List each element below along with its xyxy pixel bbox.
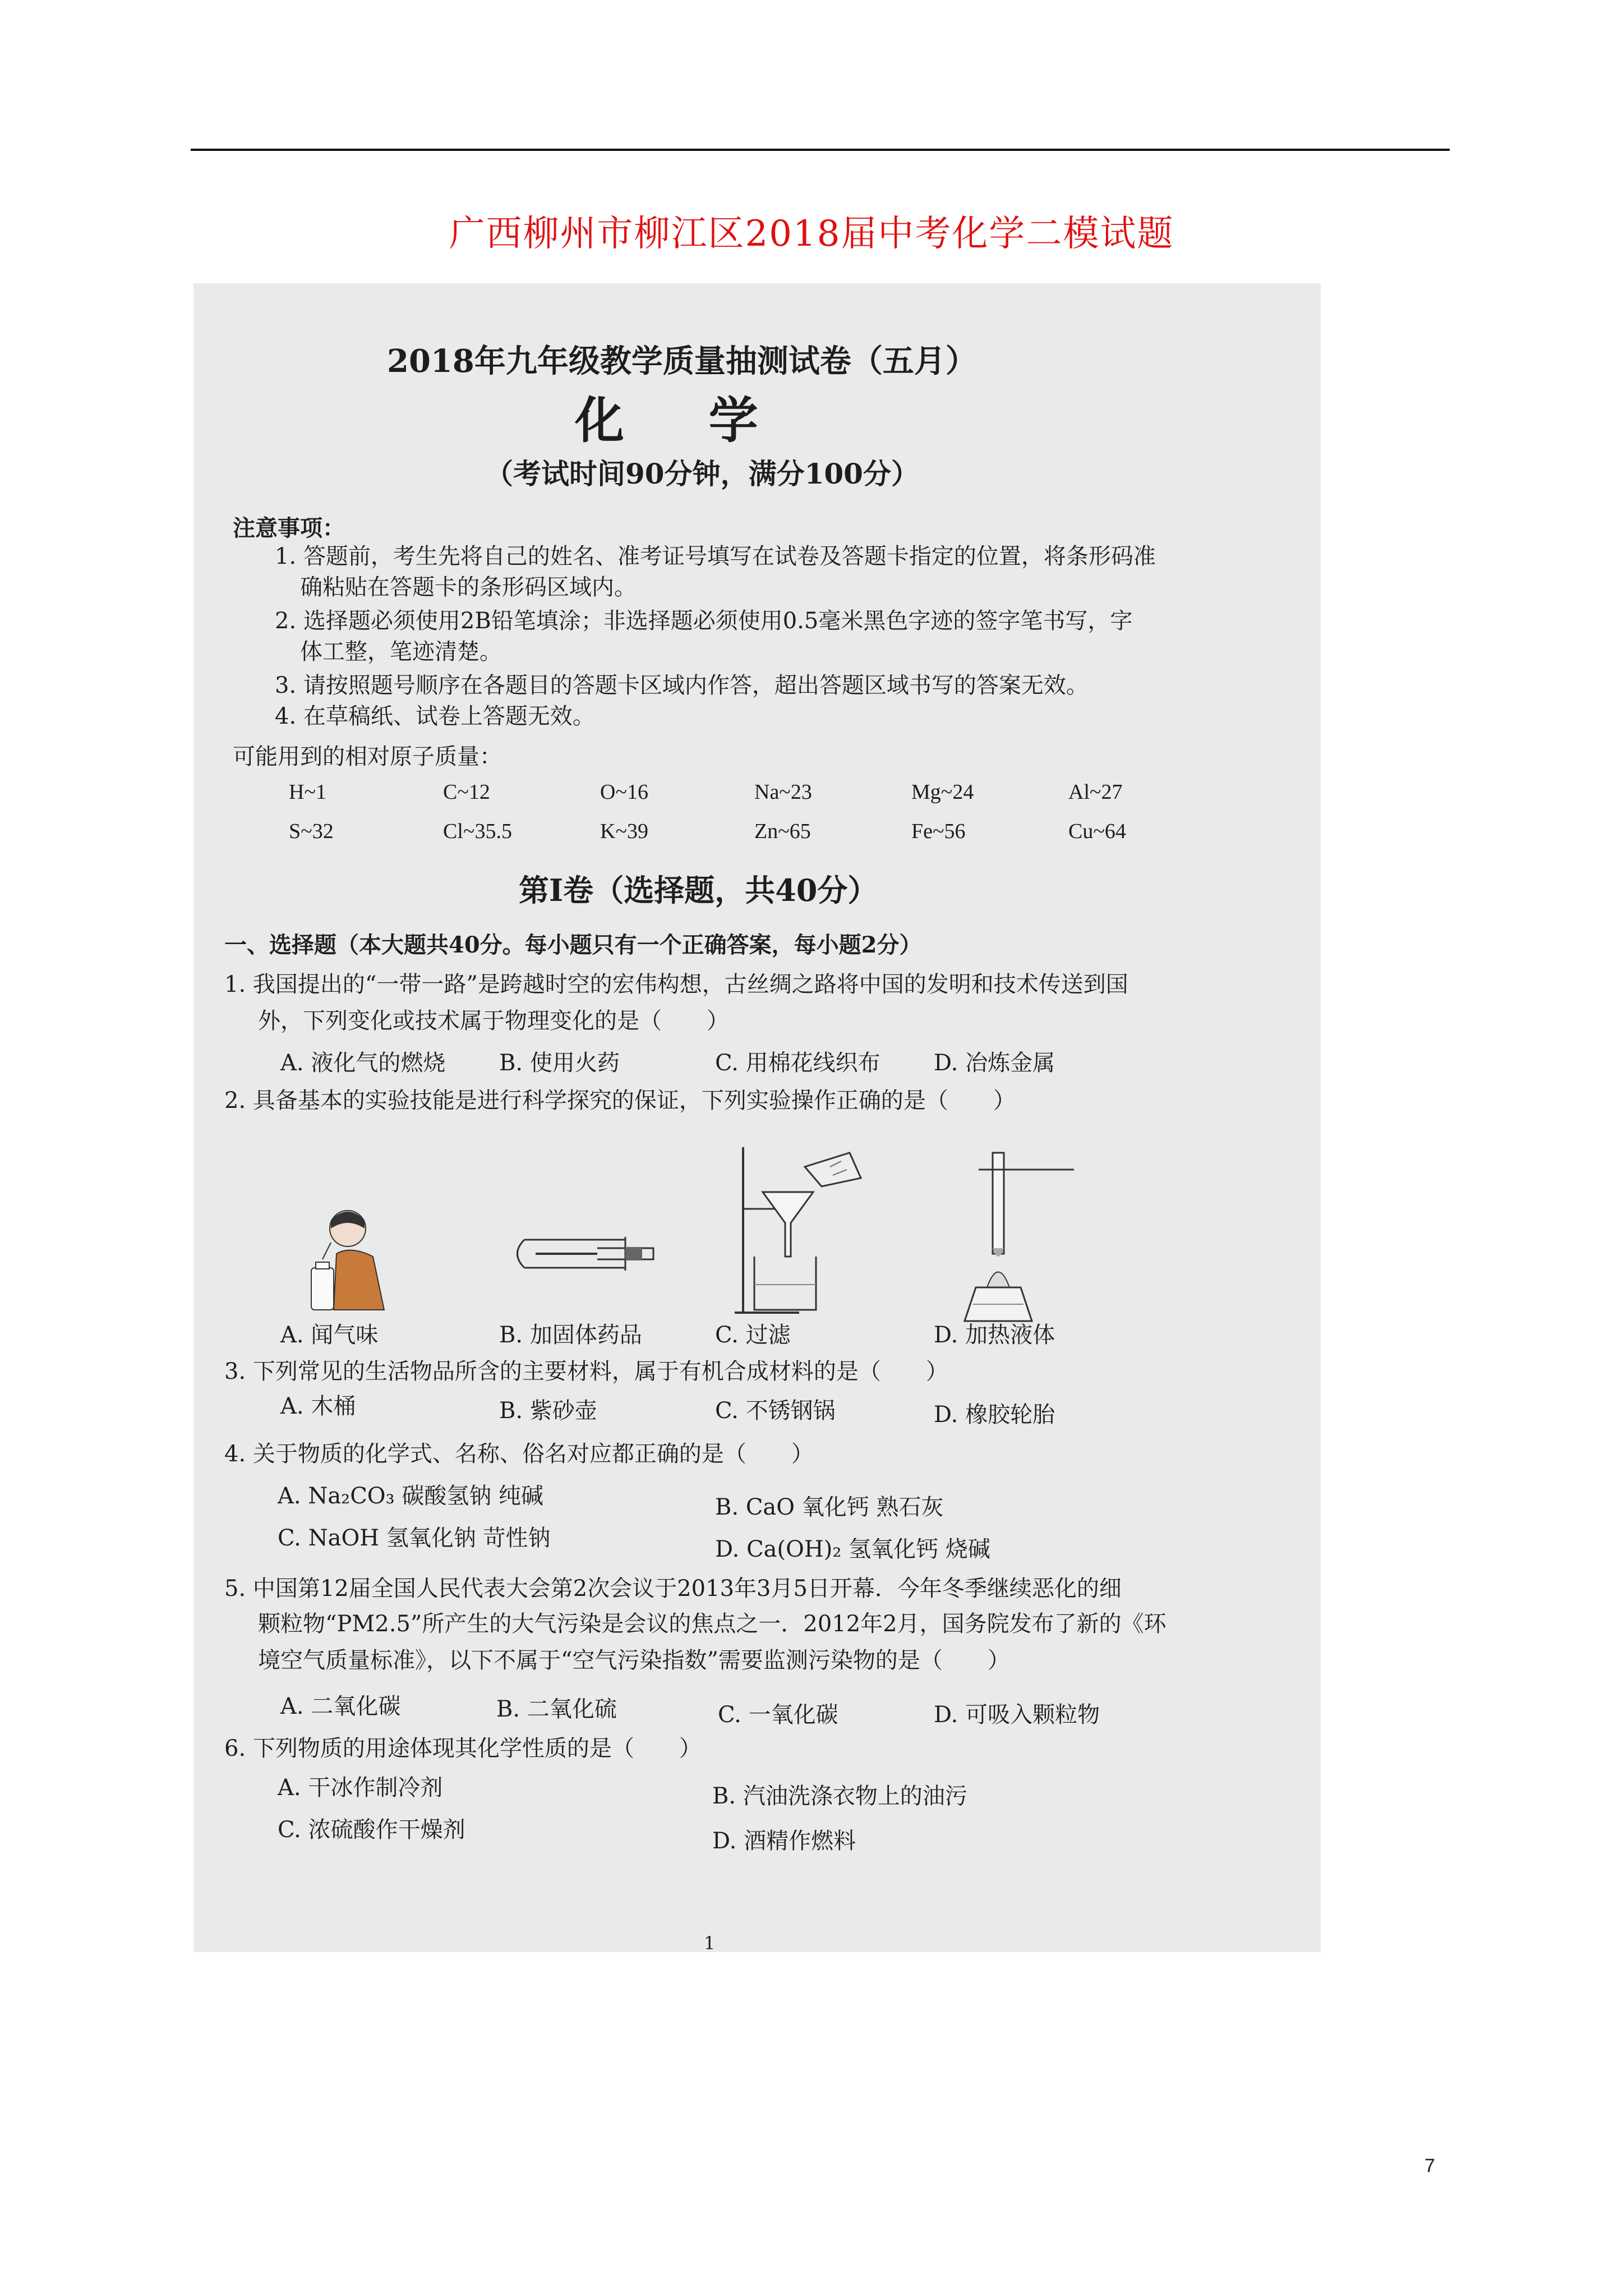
adding-solid-figure [513, 1220, 659, 1282]
question-2-option: D. 加热液体 [934, 1322, 1055, 1348]
question-3-option: A. 木桶 [280, 1393, 356, 1419]
top-rule [191, 149, 1450, 151]
question-6-option: A. 干冰作制冷剂 [278, 1775, 443, 1801]
smelling-gas-figure [306, 1203, 395, 1315]
mass-item: C~12 [443, 780, 490, 804]
question-2-option: B. 加固体药品 [499, 1322, 642, 1348]
question-3-option: D. 橡胶轮胎 [934, 1402, 1055, 1428]
exam-subject: 化 学 [575, 391, 792, 449]
mass-item: Fe~56 [911, 820, 966, 843]
mass-item: Cu~64 [1068, 820, 1126, 843]
question-5-line: 境空气质量标准》，以下不属于“空气污染指数”需要监测污染物的是（ ） [258, 1648, 1010, 1673]
notice-line: 4. 在草稿纸、试卷上答题无效。 [275, 703, 595, 729]
question-4-option: A. Na₂CO₃ 碳酸氢钠 纯碱 [278, 1483, 544, 1509]
mass-item: Zn~65 [754, 820, 811, 843]
mass-item: Na~23 [754, 780, 812, 804]
mass-item: K~39 [600, 820, 649, 843]
question-4-option: D. Ca(OH)₂ 氢氧化钙 烧碱 [715, 1536, 990, 1562]
notice-line: 3. 请按照题号顺序在各题目的答题卡区域内作答，超出答题区域书写的答案无效。 [275, 673, 1089, 698]
page-number: 7 [1424, 2155, 1435, 2177]
question-3-option: C. 不锈钢锅 [715, 1398, 836, 1424]
section-title: 第Ⅰ卷（选择题，共40分） [519, 872, 878, 908]
mass-item: O~16 [600, 780, 649, 804]
notice-line: 体工整，笔迹清楚。 [300, 639, 502, 665]
exam-title: 2018年九年级教学质量抽测试卷（五月） [387, 343, 977, 380]
question-1-option: B. 使用火药 [499, 1050, 620, 1076]
notice-heading: 注意事项： [233, 515, 345, 541]
mass-item: Al~27 [1068, 780, 1123, 804]
filtration-figure [732, 1144, 872, 1318]
question-4-option: C. NaOH 氢氧化钠 苛性钠 [278, 1525, 551, 1551]
question-6-option: B. 汽油洗涤衣物上的油污 [712, 1783, 967, 1809]
question-4-stem: 4. 关于物质的化学式、名称、俗名对应都正确的是（ ） [224, 1441, 814, 1467]
question-1-line: 外，下列变化或技术属于物理变化的是（ ） [258, 1008, 729, 1034]
mass-item: Cl~35.5 [443, 820, 512, 843]
question-5-line: 颗粒物“PM2.5”所产生的大气污染是会议的焦点之一．2012年2月，国务院发布了新的《环 [258, 1611, 1166, 1637]
question-1-option: D. 冶炼金属 [934, 1050, 1055, 1076]
scanned-exam-page [193, 283, 1321, 1952]
question-1-option: C. 用棉花线织布 [715, 1050, 880, 1076]
question-1-option: A. 液化气的燃烧 [280, 1050, 446, 1076]
document-title: 广西柳州市柳江区2018届中考化学二模试题 [449, 213, 1174, 255]
question-3-option: B. 紫砂壶 [499, 1398, 597, 1424]
question-1-line: 1. 我国提出的“一带一路”是跨越时空的宏伟构想，古丝绸之路将中国的发明和技术传送到国 [224, 972, 1128, 997]
mass-item: Mg~24 [911, 780, 974, 804]
section-intro: 一、选择题（本大题共40分。每小题只有一个正确答案，每小题2分） [224, 932, 922, 958]
mass-item: S~32 [289, 820, 334, 843]
notice-line: 确粘贴在答题卡的条形码区域内。 [300, 574, 637, 600]
notice-line: 1. 答题前，考生先将自己的姓名、准考证号填写在试卷及答题卡指定的位置，将条形码准 [275, 544, 1156, 569]
question-3-stem: 3. 下列常见的生活物品所含的主要材料，属于有机合成材料的是（ ） [224, 1359, 948, 1384]
heating-liquid-figure [956, 1136, 1080, 1327]
question-2-option: A. 闻气味 [280, 1322, 379, 1348]
notice-line: 2. 选择题必须使用2B铅笔填涂；非选择题必须使用0.5毫米黑色字迹的签字笔书写，字 [275, 608, 1133, 634]
exam-time-note: （考试时间90分钟，满分100分） [485, 457, 919, 490]
question-2-option: C. 过滤 [715, 1322, 791, 1348]
mass-item: H~1 [289, 780, 327, 804]
question-2-stem: 2. 具备基本的实验技能是进行科学探究的保证，下列实验操作正确的是（ ） [224, 1088, 1016, 1114]
question-5-option: B. 二氧化硫 [496, 1696, 617, 1722]
question-4-option: B. CaO 氧化钙 熟石灰 [715, 1494, 944, 1520]
question-6-option: D. 酒精作燃料 [712, 1828, 856, 1854]
scan-page-number: 1 [704, 1932, 716, 1952]
question-5-option: D. 可吸入颗粒物 [934, 1702, 1100, 1728]
question-5-line: 5. 中国第12届全国人民代表大会第2次会议于2013年3月5日开幕．今年冬季继续恶化的细 [224, 1576, 1122, 1602]
question-5-option: A. 二氧化碳 [280, 1694, 401, 1719]
question-5-option: C. 一氧化碳 [718, 1702, 838, 1728]
question-6-option: C. 浓硫酸作干燥剂 [278, 1817, 465, 1843]
masses-label: 可能用到的相对原子质量： [233, 744, 502, 770]
question-6-stem: 6. 下列物质的用途体现其化学性质的是（ ） [224, 1736, 702, 1761]
